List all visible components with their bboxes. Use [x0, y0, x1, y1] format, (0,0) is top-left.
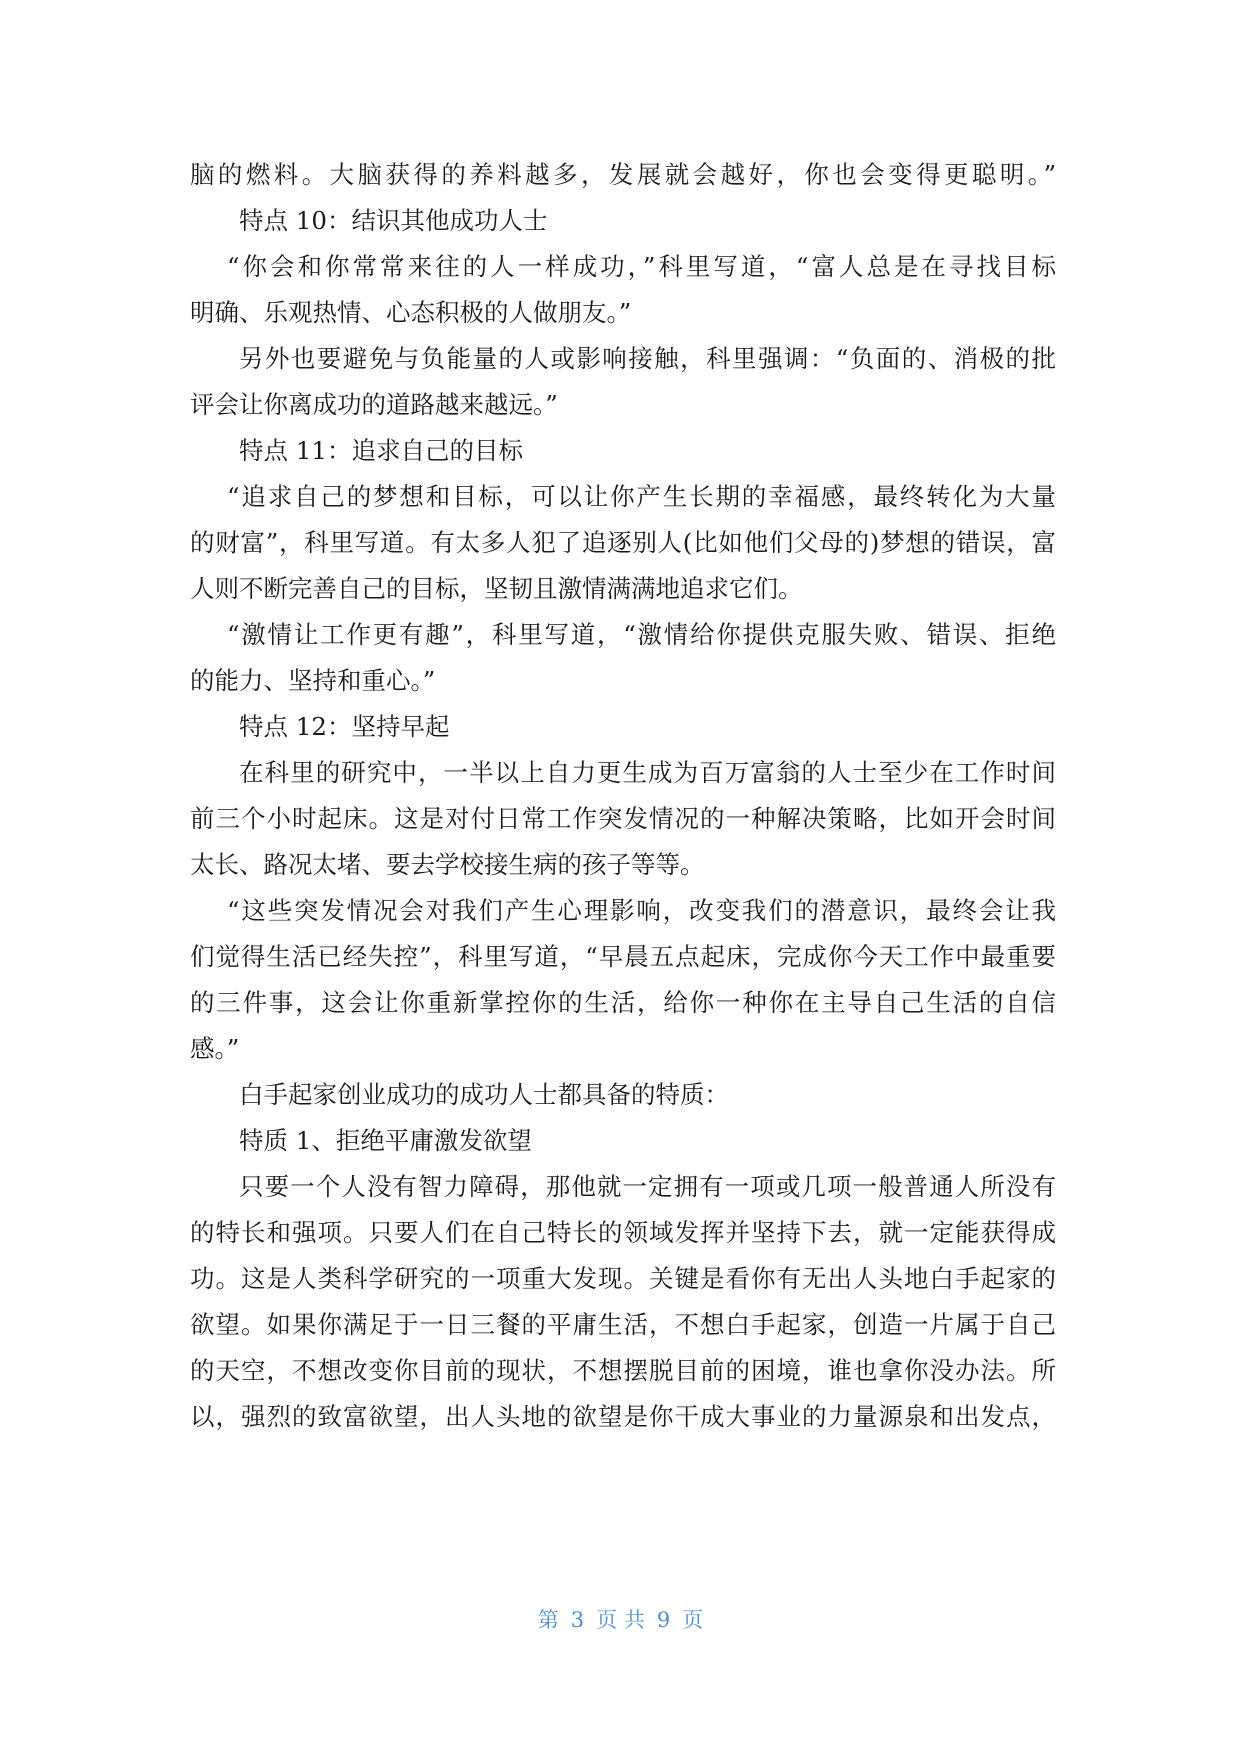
paragraph-line: “激情让工作更有趣”，科里写道，“激情给你提供克服失败、错误、拒绝: [227, 620, 1056, 649]
paragraph-line: 明确、乐观热情、心态积极的人做朋友。”: [190, 298, 632, 327]
paragraph-line: 太长、路况太堵、要去学校接生病的孩子等等。: [190, 850, 705, 879]
section-heading: 白手起家创业成功的成功人士都具备的特质：: [239, 1080, 729, 1109]
paragraph-line: 的三件事，这会让你重新掌控你的生活，给你一种你在主导自己生活的自信: [190, 988, 1056, 1017]
page-footer: [0, 1602, 1241, 1638]
page-label-prefix: 第: [537, 1608, 559, 1632]
paragraph-line: 们觉得生活已经失控”，科里写道，“早晨五点起床，完成你今天工作中最重要: [190, 942, 1056, 971]
paragraph-line: 只要一个人没有智力障碍，那他就一定拥有一项或几项一般普通人所没有: [239, 1172, 1056, 1201]
paragraph-line: 的天空，不想改变你目前的现状，不想摆脱目前的困境，谁也拿你没办法。所: [190, 1356, 1056, 1385]
paragraph-line: “你会和你常常来往的人一样成功，”科里写道，“富人总是在寻找目标: [227, 252, 1056, 281]
paragraph-line: 脑的燃料。大脑获得的养料越多，发展就会越好，你也会变得更聪明。”: [190, 160, 1056, 189]
section-heading: 特点 10：结识其他成功人士: [239, 206, 548, 235]
paragraph-line: 以，强烈的致富欲望，出人头地的欲望是你干成大事业的力量源泉和出发点，: [190, 1402, 1056, 1431]
paragraph-line: “这些突发情况会对我们产生心理影响，改变我们的潜意识，最终会让我: [227, 896, 1056, 925]
section-heading: 特质 1、拒绝平庸激发欲望: [239, 1126, 532, 1155]
section-heading: 特点 11：追求自己的目标: [239, 436, 523, 465]
paragraph-line: 评会让你离成功的道路越来越远。”: [190, 390, 558, 419]
current-page-number: 3: [570, 1608, 585, 1632]
paragraph-line: 感。”: [190, 1034, 240, 1063]
paragraph-line: 另外也要避免与负能量的人或影响接触，科里强调：“负面的、消极的批: [239, 344, 1056, 373]
total-pages-number: 9: [656, 1608, 671, 1632]
paragraph-line: 人则不断完善自己的目标，坚韧且激情满满地追求它们。: [190, 574, 803, 603]
paragraph-line: 欲望。如果你满足于一日三餐的平庸生活，不想白手起家，创造一片属于自己: [190, 1310, 1056, 1339]
paragraph-line: 的财富”，科里写道。有太多人犯了追逐别人(比如他们父母的)梦想的错误，富: [190, 528, 1056, 557]
paragraph-line: 的特长和强项。只要人们在自己特长的领域发挥并坚持下去，就一定能获得成: [190, 1218, 1056, 1247]
paragraph-line: “追求自己的梦想和目标，可以让你产生长期的幸福感，最终转化为大量: [227, 482, 1056, 511]
paragraph-line: 前三个小时起床。这是对付日常工作突发情况的一种解决策略，比如开会时间: [190, 804, 1056, 833]
paragraph-line: 功。这是人类科学研究的一项重大发现。关键是看你有无出人头地白手起家的: [190, 1264, 1056, 1293]
page-label-suffix: 页: [682, 1608, 704, 1632]
paragraph-line: 在科里的研究中，一半以上自力更生成为百万富翁的人士至少在工作时间: [239, 758, 1056, 787]
page-label-mid: 页 共: [596, 1608, 645, 1632]
paragraph-line: 的能力、坚持和重心。”: [190, 666, 436, 695]
section-heading: 特点 12：坚持早起: [239, 712, 450, 741]
